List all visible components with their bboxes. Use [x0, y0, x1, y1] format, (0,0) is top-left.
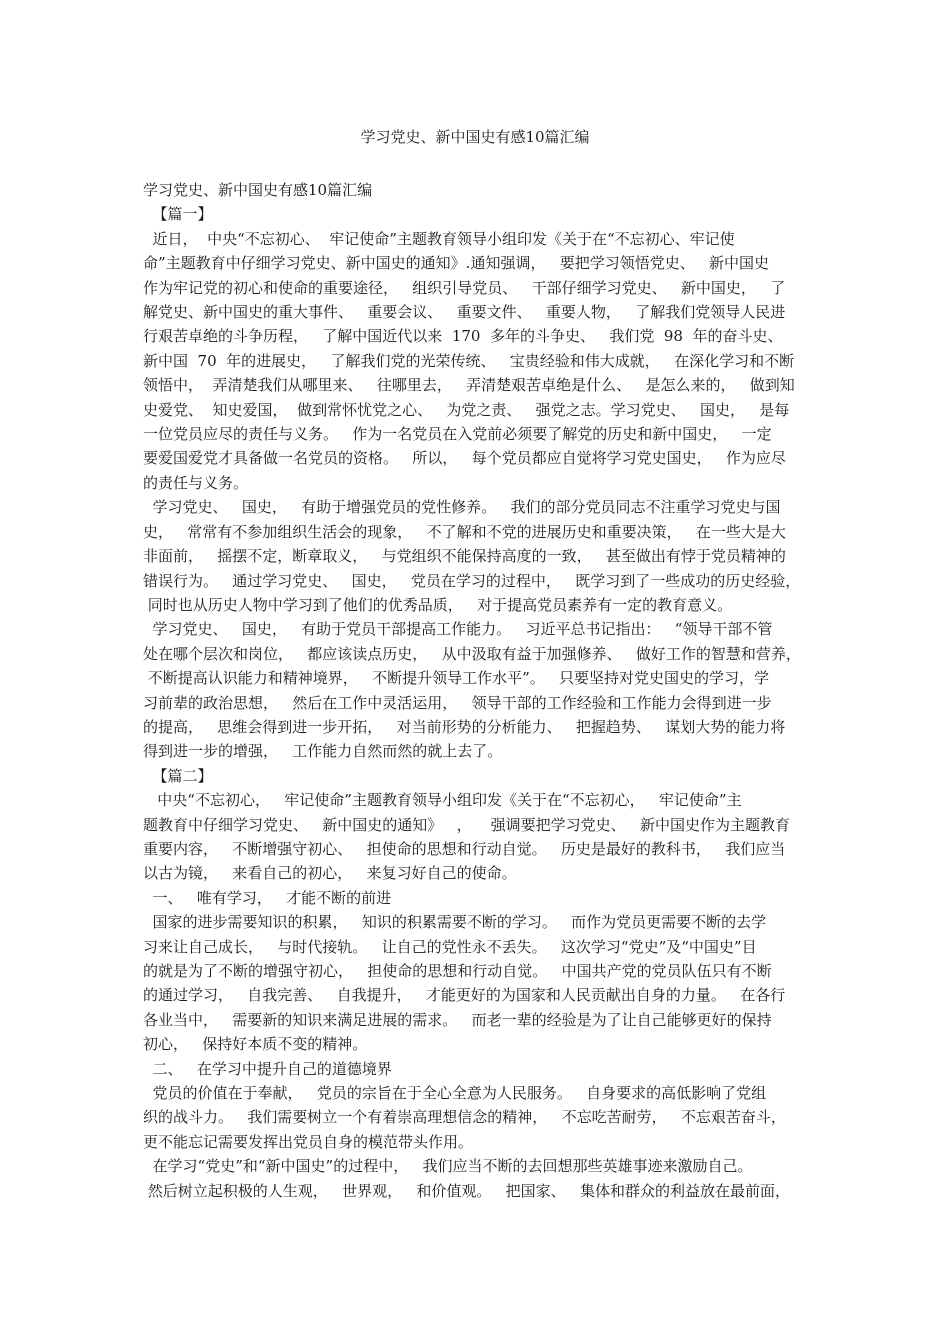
- text-line: 一、 唯有学习， 才能不断的前进: [143, 888, 392, 907]
- text-line: 【篇一】: [143, 205, 213, 224]
- text-line: 习来让自己成长， 与时代接轨。 让自己的党性永不丢失。 这次学习“党史”及“中国史”目: [143, 937, 757, 956]
- text-line: 二、 在学习中提升自己的道德境界: [143, 1059, 392, 1078]
- text-line: 的提高， 思维会得到进一步开拓， 对当前形势的分析能力、 把握趋势、 谋划大势的能力将: [143, 717, 786, 736]
- text-line: 以古为镜， 来看自己的初心， 来复习好自己的使命。: [143, 864, 517, 883]
- text-line: 习前辈的政治思想， 然后在工作中灵活运用， 领导干部的工作经验和工作能力会得到进一步: [143, 693, 772, 712]
- text-line: 史， 常常有不参加组织生活会的现象， 不了解和不党的进展历史和重要决策， 在一些大是大: [143, 522, 786, 541]
- text-line: 作为牢记党的初心和使命的重要途径， 组织引导党员、 干部仔细学习党史、 新中国史， 了: [143, 278, 786, 297]
- text-line: 然后树立起积极的人生观， 世界观， 和价值观。 把国家、 集体和群众的利益放在最前面，: [143, 1181, 790, 1200]
- text-line: 行艰苦卓绝的斗争历程， 了解中国近代以来 170 多年的斗争史、 我们党 98 年的奋斗史、: [143, 327, 783, 346]
- text-line: 同时也从历史人物中学习到了他们的优秀品质， 对于提高党员素养有一定的教育意义。: [143, 595, 733, 614]
- text-line: 国家的进步需要知识的积累， 知识的积累需要不断的学习。 而作为党员更需要不断的去学: [143, 913, 767, 932]
- text-line: 更不能忘记需要发挥出党员自身的模范带头作用。: [143, 1132, 474, 1151]
- text-line: 学习党史、新中国史有感10篇汇编: [143, 181, 373, 199]
- text-line: 解党史、新中国史的重大事件、 重要会议、 重要文件、 重要人物， 了解我们党领导人民进: [143, 303, 786, 322]
- text-line: 要爱国爱党才具备做一名党员的资格。 所以， 每个党员都应自觉将学习党史国史， 作为应尽: [143, 449, 786, 468]
- text-line: 处在哪个层次和岗位， 都应该读点历史， 从中汲取有益于加强修养、 做好工作的智慧和营养，: [143, 644, 801, 663]
- text-line: 的通过学习， 自我完善、 自我提升， 才能更好的为国家和人民贡献出自身的力量。 在各行: [143, 986, 786, 1005]
- text-line: 史爱党、 知史爱国， 做到常怀忧党之心、 为党之责、 强党之志。学习党史、 国史， 是每: [143, 400, 790, 419]
- document-title: 学习党史、新中国史有感10篇汇编: [360, 128, 590, 146]
- document-body: [143, 178, 819, 1203]
- text-line: 领悟中， 弄清楚我们从哪里来、 往哪里去， 弄清楚艰苦卓绝是什么、 是怎么来的， 做到知: [143, 376, 795, 395]
- text-line: 在学习“党史”和“新中国史”的过程中， 我们应当不断的去回想那些英雄事迹来激励自己。: [143, 1157, 753, 1176]
- text-line: 得到进一步的增强， 工作能力自然而然的就上去了。: [143, 742, 503, 761]
- text-line: 重要内容， 不断增强守初心、 担使命的思想和行动自觉。 历史是最好的教科书， 我们应当: [143, 839, 786, 858]
- text-line: 命”主题教育中仔细学习党史、新中国史的通知》.通知强调， 要把学习领悟党史、 新中国史: [143, 254, 770, 273]
- text-line: 党员的价值在于奉献， 党员的宗旨在于全心全意为人民服务。 自身要求的高低影响了党组: [143, 1084, 767, 1103]
- text-line: 中央“不忘初心， 牢记使命”主题教育领导小组印发《关于在“不忘初心， 牢记使命”主: [143, 791, 742, 810]
- text-line: 学习党史、 国史， 有助于党员干部提高工作能力。 习近平总书记指出： “领导干部不管: [143, 620, 773, 639]
- text-line: 各业当中， 需要新的知识来满足进展的需求。 而老一辈的经验是为了让自己能够更好的保持: [143, 1010, 772, 1029]
- text-line: 学习党史、 国史， 有助于增强党员的党性修养。 我们的部分党员同志不注重学习党史与国: [143, 498, 781, 517]
- text-line: 【篇二】: [143, 766, 213, 785]
- text-line: 的责任与义务。: [143, 473, 249, 492]
- text-line: 初心， 保持好本质不变的精神。: [143, 1035, 368, 1054]
- text-line: 不断提高认识能力和精神境界， 不断提升领导工作水平”。 只要坚持对党史国史的学习，学: [143, 669, 770, 688]
- text-line: 的就是为了不断的增强守初心， 担使命的思想和行动自觉。 中国共产党的党员队伍只有不断: [143, 962, 772, 980]
- text-line: 一位党员应尽的责任与义务。 作为一名党员在入党前必须要了解党的历史和新中国史， 一定: [143, 425, 772, 444]
- text-line: 新中国 70 年的进展史， 了解我们党的光荣传统、 宝贵经验和伟大成就， 在深化学习和不断: [143, 351, 795, 370]
- text-line: 织的战斗力。 我们需要树立一个有着崇高理想信念的精神， 不忘吃苦耐劳， 不忘艰苦奋斗，: [143, 1108, 786, 1127]
- text-line: 题教育中仔细学习党史、 新中国史的通知》 ， 强调要把学习党史、 新中国史作为主题教育: [143, 815, 790, 834]
- text-line: 非面前， 摇摆不定，断章取义， 与党组织不能保持高度的一致， 甚至做出有悖于党员精神的: [143, 547, 786, 566]
- text-line: 错误行为。 通过学习党史、 国史， 党员在学习的过程中， 既学习到了一些成功的历史经验，: [143, 571, 801, 590]
- text-line: 近日， 中央“不忘初心、 牢记使命”主题教育领导小组印发《关于在“不忘初心、牢记使: [143, 229, 735, 248]
